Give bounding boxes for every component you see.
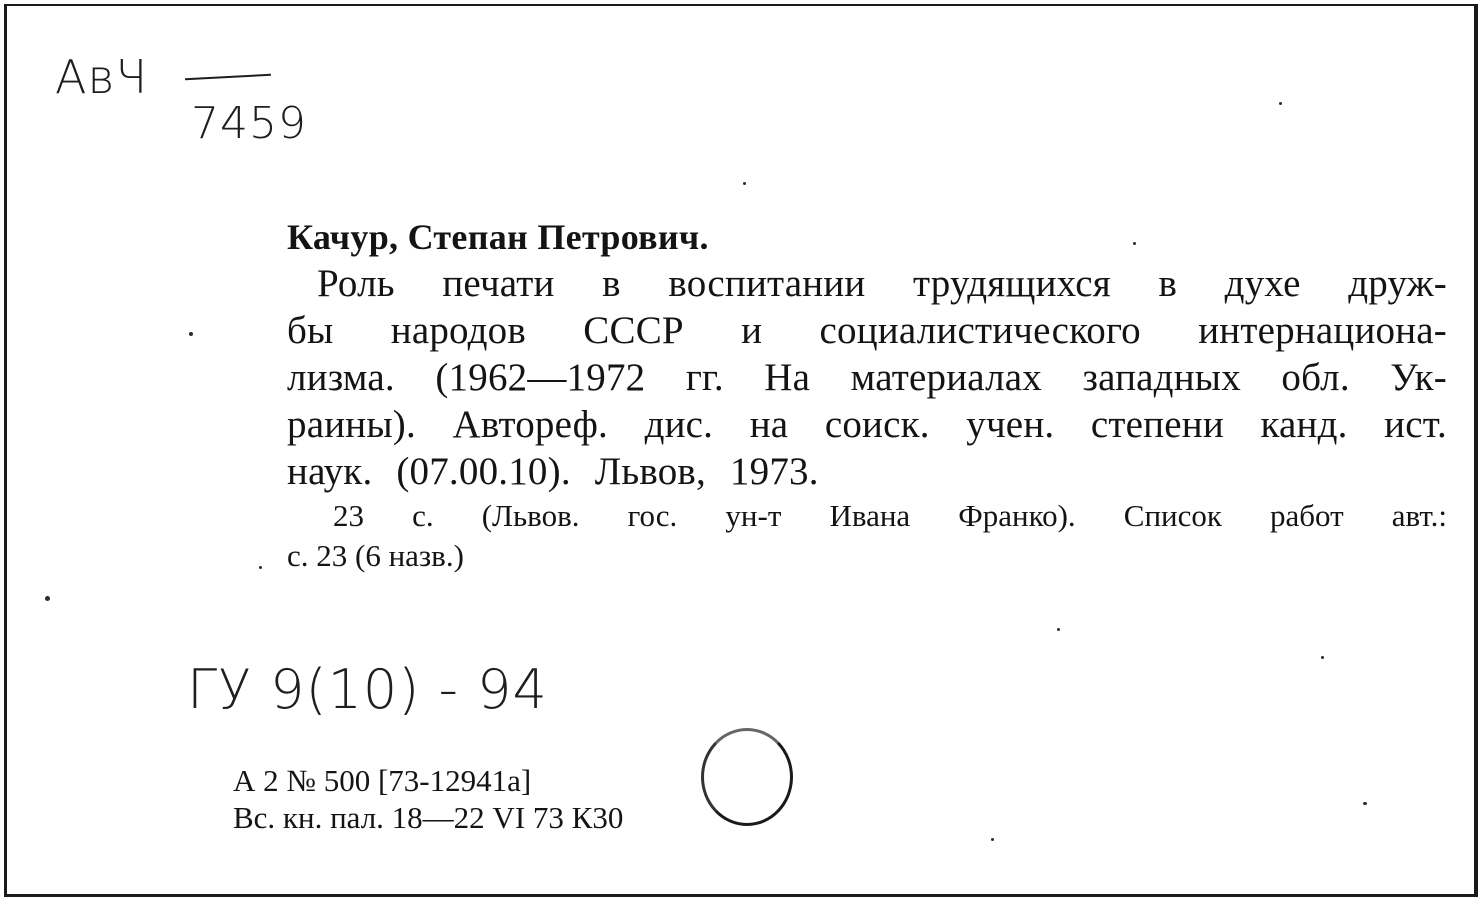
bibliographic-entry	[287, 214, 1447, 575]
collation-line: 23 с. (Львов. гос. ун-т Ивана Франко). Список работ авт.:	[333, 498, 1447, 533]
stamp-circle	[701, 728, 793, 826]
catalog-card	[4, 4, 1478, 897]
title-line: раины). Автореф. дис. на соиск. учен. степени канд. ист.	[287, 403, 1447, 446]
print-info	[233, 762, 623, 836]
scan-speck	[1363, 802, 1367, 805]
print-info-line: Вс. кн. пал. 18—22 VI 73 К30	[233, 800, 624, 835]
scan-speck	[991, 838, 994, 841]
scan-speck	[259, 566, 262, 569]
shelf-mark-rule	[185, 74, 271, 80]
shelf-mark-bottom: 7459	[191, 98, 307, 149]
scan-speck	[1057, 628, 1060, 631]
classification-mark: ГУ 9(10) - 94	[187, 658, 548, 721]
title-line: лизма. (1962—1972 гг. На материалах западных обл. Ук-	[287, 356, 1447, 399]
scan-speck	[1133, 242, 1136, 245]
author-heading: Качур, Степан Петрович.	[287, 217, 709, 257]
collation-line: с. 23 (6 назв.)	[287, 538, 464, 573]
print-info-line: А 2 № 500 [73-12941а]	[233, 763, 532, 798]
scan-speck	[743, 182, 746, 185]
title-line: Роль печати в воспитании трудящихся в духе друж-	[317, 262, 1447, 305]
shelf-mark-top: АвЧ	[55, 50, 148, 104]
scan-speck	[1321, 656, 1324, 659]
scan-speck	[1279, 102, 1282, 105]
title-line: бы народов СССР и социалистического интернациона-	[287, 309, 1447, 352]
scan-speck	[45, 596, 50, 601]
title-line: наук. (07.00.10). Львов, 1973.	[287, 450, 819, 493]
scan-speck	[189, 332, 193, 336]
